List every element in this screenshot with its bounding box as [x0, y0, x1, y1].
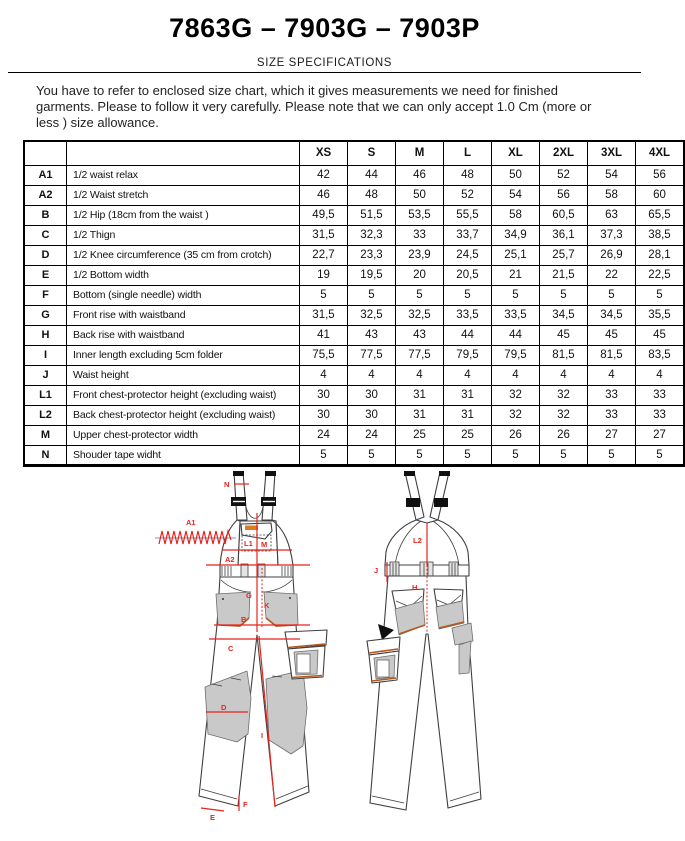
measure-label-b: B: [241, 614, 247, 624]
size-value: 65,5: [636, 205, 685, 225]
size-value: 60,5: [540, 205, 588, 225]
table-row-j: [24, 365, 684, 385]
size-value: 38,5: [636, 225, 685, 245]
col-header-xl: XL: [492, 141, 540, 166]
row-code: D: [24, 245, 67, 265]
row-label: Front rise with waistband: [67, 305, 300, 325]
row-code: A1: [24, 165, 67, 185]
row-label: Front chest-protector height (excluding waist): [67, 385, 300, 405]
size-value: 79,5: [492, 345, 540, 365]
size-value: 46: [300, 185, 348, 205]
front-belt-loop: [241, 564, 248, 578]
size-value: 25: [444, 425, 492, 445]
size-value: 45: [588, 325, 636, 345]
size-value: 25: [396, 425, 444, 445]
size-value: 43: [396, 325, 444, 345]
size-value: 32: [540, 405, 588, 425]
size-value: 19: [300, 265, 348, 285]
table-row-e: [24, 265, 684, 285]
size-value: 5: [588, 285, 636, 305]
size-value: 5: [300, 445, 348, 465]
row-code: M: [24, 425, 67, 445]
row-label: Back rise with waistband: [67, 325, 300, 345]
size-value: 30: [348, 385, 396, 405]
measure-label-g: G: [246, 590, 252, 600]
size-value: 21: [492, 265, 540, 285]
col-header-4xl: 4XL: [636, 141, 685, 166]
size-value: 24,5: [444, 245, 492, 265]
size-value: 32: [540, 385, 588, 405]
size-value: 45: [636, 325, 685, 345]
back-left-buckle: [406, 498, 420, 507]
size-value: 4: [300, 365, 348, 385]
size-value: 54: [588, 165, 636, 185]
size-value: 43: [348, 325, 396, 345]
size-value: 33,5: [492, 305, 540, 325]
size-value: 22,7: [300, 245, 348, 265]
back-left-strap-tab: [404, 471, 415, 476]
rivet: [289, 597, 291, 599]
size-value: 31: [396, 405, 444, 425]
size-value: 81,5: [540, 345, 588, 365]
measure-label-l1: L1: [244, 538, 253, 548]
size-value: 22: [588, 265, 636, 285]
measure-label-i: I: [261, 730, 264, 740]
row-code: N: [24, 445, 67, 465]
measure-label-k: K: [264, 600, 270, 610]
row-code: I: [24, 345, 67, 365]
size-value: 32: [492, 385, 540, 405]
size-value: 23,3: [348, 245, 396, 265]
row-code: F: [24, 285, 67, 305]
measure-label-n: N: [224, 479, 230, 489]
garment-diagram: [0, 470, 649, 824]
brand-logo: [245, 525, 258, 530]
front-right-strap-tab: [265, 471, 276, 476]
size-value: 5: [396, 285, 444, 305]
size-value: 5: [396, 445, 444, 465]
col-header-3xl: 3XL: [588, 141, 636, 166]
col-header-empty: [67, 141, 300, 166]
row-code: L2: [24, 405, 67, 425]
size-value: 31: [444, 385, 492, 405]
table-row-a2: [24, 185, 684, 205]
size-value: 5: [492, 285, 540, 305]
col-header-2xl: 2XL: [540, 141, 588, 166]
table-row-i: [24, 345, 684, 365]
back-right-buckle: [434, 498, 448, 507]
size-value: 31,5: [300, 305, 348, 325]
size-value: 44: [348, 165, 396, 185]
measure-label-d: D: [221, 702, 227, 712]
row-code: J: [24, 365, 67, 385]
size-value: 83,5: [636, 345, 685, 365]
size-value: 24: [300, 425, 348, 445]
size-value: 31: [396, 385, 444, 405]
row-label: 1/2 Thign: [67, 225, 300, 245]
row-label: Inner length excluding 5cm folder: [67, 345, 300, 365]
measure-label-h: H: [412, 582, 418, 592]
size-value: 46: [396, 165, 444, 185]
size-value: 49,5: [300, 205, 348, 225]
col-header-m: M: [396, 141, 444, 166]
row-label: 1/2 Bottom width: [67, 265, 300, 285]
size-value: 34,5: [588, 305, 636, 325]
size-value: 33: [636, 385, 685, 405]
size-value: 36,1: [540, 225, 588, 245]
row-label: 1/2 waist relax: [67, 165, 300, 185]
size-value: 30: [348, 405, 396, 425]
size-value: 25,7: [540, 245, 588, 265]
size-value: 4: [492, 365, 540, 385]
measure-line-e: [201, 808, 224, 811]
size-value: 25,1: [492, 245, 540, 265]
back-right-strap-tab: [439, 471, 450, 476]
size-value: 32,5: [348, 305, 396, 325]
size-value: 4: [588, 365, 636, 385]
size-value: 55,5: [444, 205, 492, 225]
size-value: 31: [444, 405, 492, 425]
row-code: L1: [24, 385, 67, 405]
size-value: 5: [540, 285, 588, 305]
size-value: 5: [348, 285, 396, 305]
size-value: 56: [636, 165, 685, 185]
back-right-strap: [430, 472, 449, 520]
back-left-strap: [405, 472, 424, 520]
size-value: 4: [396, 365, 444, 385]
size-value: 30: [300, 405, 348, 425]
size-value: 5: [492, 445, 540, 465]
table-row-m: [24, 425, 684, 445]
size-table: [23, 140, 685, 467]
size-value: 77,5: [396, 345, 444, 365]
size-value: 33,5: [444, 305, 492, 325]
section-subtitle: SIZE SPECIFICATIONS: [256, 57, 393, 69]
right-knee-pad: [266, 670, 307, 754]
back-trousers: [370, 576, 481, 810]
measure-label-e: E: [210, 812, 216, 822]
size-value: 33: [636, 405, 685, 425]
table-row-d: [24, 245, 684, 265]
intro-text: You have to refer to enclosed size chart, which it gives measurements we need for finished garments. Please to follow it very carefully. Please note that we can only accept 1.0 Cm (more or less ) size allowance.: [36, 83, 592, 130]
size-value: 5: [636, 285, 685, 305]
measure-label-a1: A1: [186, 517, 196, 527]
measure-label-l2: L2: [413, 535, 422, 545]
table-row-h: [24, 325, 684, 345]
size-value: 53,5: [396, 205, 444, 225]
hanging-phone-slot: [377, 660, 389, 677]
size-value: 19,5: [348, 265, 396, 285]
size-value: 34,9: [492, 225, 540, 245]
size-value: 42: [300, 165, 348, 185]
size-value: 58: [588, 185, 636, 205]
size-value: 52: [444, 185, 492, 205]
neckline-curve: [246, 507, 263, 518]
size-value: 26: [540, 425, 588, 445]
size-value: 22,5: [636, 265, 685, 285]
back-view-drawing: [367, 471, 481, 810]
size-value: 32,3: [348, 225, 396, 245]
measure-label-f: F: [243, 799, 248, 809]
size-value: 20,5: [444, 265, 492, 285]
size-value: 60: [636, 185, 685, 205]
size-value: 34,5: [540, 305, 588, 325]
size-value: 48: [444, 165, 492, 185]
row-code: H: [24, 325, 67, 345]
size-value: 28,1: [636, 245, 685, 265]
row-label: Bottom (single needle) width: [67, 285, 300, 305]
size-value: 50: [396, 185, 444, 205]
size-value: 81,5: [588, 345, 636, 365]
size-value: 5: [444, 445, 492, 465]
row-label: Shouder tape widht: [67, 445, 300, 465]
table-row-b: [24, 205, 684, 225]
size-value: 33,7: [444, 225, 492, 245]
table-row-f: [24, 285, 684, 305]
col-header-s: S: [348, 141, 396, 166]
size-value: 77,5: [348, 345, 396, 365]
size-value: 26: [492, 425, 540, 445]
rivet: [222, 598, 224, 600]
size-value: 50: [492, 165, 540, 185]
page-title: 7863G – 7903G – 7903P: [169, 13, 480, 43]
size-value: 4: [636, 365, 685, 385]
measure-label-a2: A2: [225, 554, 235, 564]
size-value: 58: [492, 205, 540, 225]
table-row-a1: [24, 165, 684, 185]
row-code: A2: [24, 185, 67, 205]
size-value: 35,5: [636, 305, 685, 325]
size-value: 5: [540, 445, 588, 465]
table-row-g: [24, 305, 684, 325]
size-value: 4: [540, 365, 588, 385]
divider: [8, 72, 641, 73]
size-value: 24: [348, 425, 396, 445]
table-header-row: [24, 141, 684, 166]
table-row-l1: [24, 385, 684, 405]
size-value: 37,3: [588, 225, 636, 245]
col-header-empty: [24, 141, 67, 166]
col-header-l: L: [444, 141, 492, 166]
size-value: 33: [588, 385, 636, 405]
row-code: G: [24, 305, 67, 325]
table-row-n: [24, 445, 684, 465]
size-value: 32: [492, 405, 540, 425]
size-value: 79,5: [444, 345, 492, 365]
row-code: C: [24, 225, 67, 245]
hammer-loop-strap: [459, 641, 471, 674]
size-value: 5: [588, 445, 636, 465]
size-value: 44: [444, 325, 492, 345]
row-code: B: [24, 205, 67, 225]
size-value: 23,9: [396, 245, 444, 265]
row-label: Waist height: [67, 365, 300, 385]
table-row-c: [24, 225, 684, 245]
size-value: 75,5: [300, 345, 348, 365]
size-value: 30: [300, 385, 348, 405]
size-value: 27: [588, 425, 636, 445]
front-left-strap: [234, 472, 247, 520]
row-label: 1/2 Waist stretch: [67, 185, 300, 205]
size-value: 32,5: [396, 305, 444, 325]
size-value: 52: [540, 165, 588, 185]
size-value: 44: [492, 325, 540, 345]
size-value: 4: [348, 365, 396, 385]
size-value: 21,5: [540, 265, 588, 285]
measure-label-c: C: [228, 643, 234, 653]
size-value: 33: [396, 225, 444, 245]
size-value: 45: [540, 325, 588, 345]
size-value: 63: [588, 205, 636, 225]
size-value: 27: [636, 425, 685, 445]
measure-label-j: J: [374, 565, 379, 575]
size-value: 41: [300, 325, 348, 345]
front-right-strap: [262, 472, 275, 520]
size-value: 56: [540, 185, 588, 205]
row-label: Upper chest-protector width: [67, 425, 300, 445]
size-value: 5: [348, 445, 396, 465]
size-value: 31,5: [300, 225, 348, 245]
size-value: 5: [636, 445, 685, 465]
size-value: 26,9: [588, 245, 636, 265]
col-header-xs: XS: [300, 141, 348, 166]
table-row-l2: [24, 405, 684, 425]
row-code: E: [24, 265, 67, 285]
row-label: Back chest-protector height (excluding waist): [67, 405, 300, 425]
size-value: 5: [444, 285, 492, 305]
row-label: 1/2 Knee circumference (35 cm from crotch): [67, 245, 300, 265]
row-label: 1/2 Hip (18cm from the waist ): [67, 205, 300, 225]
size-value: 5: [300, 285, 348, 305]
size-value: 20: [396, 265, 444, 285]
size-value: 51,5: [348, 205, 396, 225]
size-value: 54: [492, 185, 540, 205]
size-value: 48: [348, 185, 396, 205]
size-value: 4: [444, 365, 492, 385]
measure-label-m: M: [261, 539, 268, 549]
front-left-strap-tab: [233, 471, 244, 476]
size-value: 33: [588, 405, 636, 425]
phone-slot: [297, 654, 310, 673]
